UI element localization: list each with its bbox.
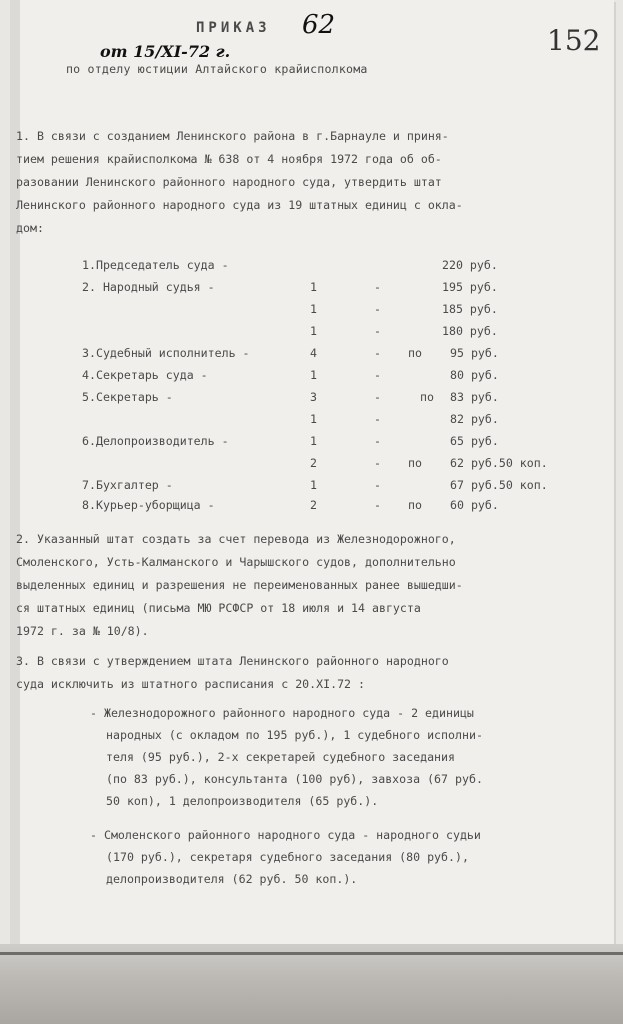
staff-dash: - xyxy=(374,302,381,316)
staff-count: 2 xyxy=(310,498,317,512)
staff-count: 4 xyxy=(310,346,317,360)
staff-per: по xyxy=(408,498,422,512)
staff-dash: - xyxy=(374,324,381,338)
staff-dash: - xyxy=(374,368,381,382)
staff-count: 1 xyxy=(310,280,317,294)
staff-position: 3.Судебный исполнитель - xyxy=(82,346,250,360)
exclusion-line: - Смоленского районного народного суда - народного судьи xyxy=(90,828,481,842)
staff-count: 1 xyxy=(310,324,317,338)
staff-count: 1 xyxy=(310,412,317,426)
document-page xyxy=(10,0,614,944)
staff-amount: 95 руб. xyxy=(450,346,499,360)
staff-position: 1.Председатель суда - xyxy=(82,258,229,272)
section-2-line: 2. Указанный штат создать за счет перевода из Железнодорожного, xyxy=(16,532,456,546)
order-subtitle: по отделу юстиции Алтайского крайисполкома xyxy=(66,62,368,76)
staff-amount: 80 руб. xyxy=(450,368,499,382)
staff-count: 1 xyxy=(310,302,317,316)
exclusion-line: - Железнодорожного районного народного суда - 2 единицы xyxy=(90,706,474,720)
staff-count: 1 xyxy=(310,368,317,382)
staff-amount: 83 руб. xyxy=(450,390,499,404)
handwritten-page-number: 152 xyxy=(547,24,601,57)
handwritten-date: от 15/XI-72 г. xyxy=(100,42,231,61)
staff-dash: - xyxy=(374,434,381,448)
staff-amount: 195 руб. xyxy=(442,280,498,294)
scan-background xyxy=(0,944,623,1024)
staff-position: 6.Делопроизводитель - xyxy=(82,434,229,448)
staff-position: 8.Курьер-уборщица - xyxy=(82,498,215,512)
section-3-line: 3. В связи с утверждением штата Ленинского районного народного xyxy=(16,654,449,668)
exclusion-line: теля (95 руб.), 2-х секретарей судебного заседания xyxy=(106,750,456,764)
exclusion-line: делопроизводителя (62 руб. 50 коп.). xyxy=(106,872,358,886)
exclusion-line: народных (с окладом по 195 руб.), 1 судебного исполни- xyxy=(106,728,483,742)
staff-dash: - xyxy=(374,280,381,294)
staff-position: 2. Народный судья - xyxy=(82,280,215,294)
staff-per: по xyxy=(408,346,422,360)
staff-position: 7.Бухгалтер - xyxy=(82,478,173,492)
staff-per: по xyxy=(408,456,422,470)
exclusion-line: (170 руб.), секретаря судебного заседания (80 руб.), xyxy=(106,850,469,864)
section-1-line: дом: xyxy=(16,221,44,235)
staff-dash: - xyxy=(374,456,381,470)
exclusion-line: 50 коп), 1 делопроизводителя (65 руб.). xyxy=(106,794,379,808)
staff-dash: - xyxy=(374,478,381,492)
staff-position: 5.Секретарь - xyxy=(82,390,173,404)
section-2-line: выделенных единиц и разрешения не переименованных ранее вышедши- xyxy=(16,578,463,592)
staff-amount: 60 руб. xyxy=(450,498,499,512)
staff-dash: - xyxy=(374,412,381,426)
section-2-line: 1972 г. за № 10/8). xyxy=(16,624,149,638)
staff-count: 1 xyxy=(310,434,317,448)
staff-amount: 220 руб. xyxy=(442,258,498,272)
staff-per: по xyxy=(420,390,434,404)
section-1-line: 1. В связи с созданием Ленинского района в г.Барнауле и приня- xyxy=(16,129,449,143)
section-2-line: Смоленского, Усть-Калманского и Чарышского судов, дополнительно xyxy=(16,555,456,569)
section-2-line: ся штатных единиц (письма МЮ РСФСР от 18 июля и 14 августа xyxy=(16,601,421,615)
staff-amount: 82 руб. xyxy=(450,412,499,426)
staff-amount: 185 руб. xyxy=(442,302,498,316)
exclusion-line: (по 83 руб.), консультанта (100 руб), завхоза (67 руб. xyxy=(106,772,483,786)
order-title: ПРИКАЗ xyxy=(196,20,271,36)
staff-dash: - xyxy=(374,346,381,360)
handwritten-number: 62 xyxy=(302,10,336,40)
section-3-line: суда исключить из штатного расписания с 20.XI.72 : xyxy=(16,677,366,691)
section-1-line: разовании Ленинского районного народного суда, утвердить штат xyxy=(16,175,442,189)
staff-amount: 180 руб. xyxy=(442,324,498,338)
staff-amount: 62 руб.50 коп. xyxy=(450,456,548,470)
staff-amount: 65 руб. xyxy=(450,434,499,448)
staff-amount: 67 руб.50 коп. xyxy=(450,478,548,492)
staff-count: 1 xyxy=(310,478,317,492)
staff-count: 2 xyxy=(310,456,317,470)
staff-dash: - xyxy=(374,498,381,512)
scan-edge-line xyxy=(0,952,623,955)
staff-position: 4.Секретарь суда - xyxy=(82,368,208,382)
section-1-line: Ленинского районного народного суда из 19 штатных единиц с окла- xyxy=(16,198,463,212)
staff-dash: - xyxy=(374,390,381,404)
staff-count: 3 xyxy=(310,390,317,404)
section-1-line: тием решения крайисполкома № 638 от 4 ноября 1972 года об об- xyxy=(16,152,442,166)
